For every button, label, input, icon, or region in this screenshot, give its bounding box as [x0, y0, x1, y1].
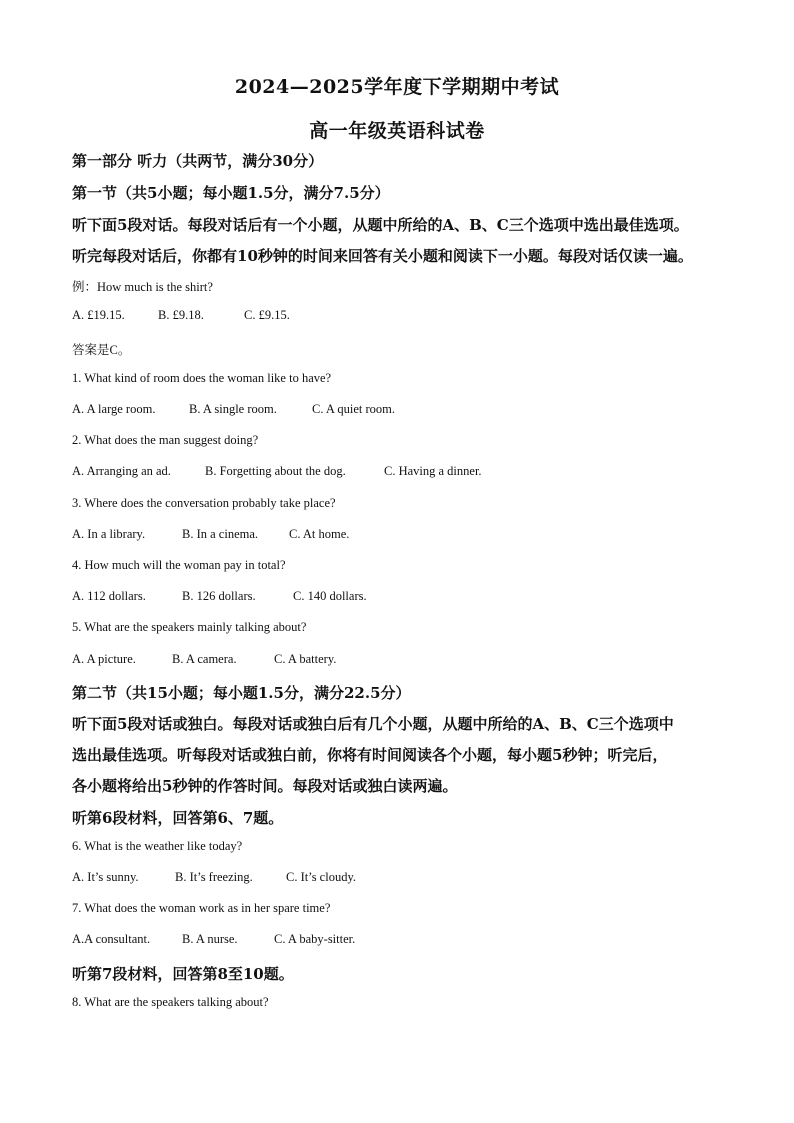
- section-heading-1: 第一节（共5小题；每小题1.5分，满分7.5分）: [72, 184, 390, 202]
- option-a: A. A large room.: [72, 402, 156, 416]
- section-heading-2: 第二节（共15小题；每小题1.5分，满分22.5分）: [72, 684, 411, 702]
- option-b: B. A single room.: [189, 402, 277, 416]
- option-a: A. 112 dollars.: [72, 589, 146, 603]
- question-3: 3. Where does the conversation probably take place?: [72, 496, 336, 510]
- option-a: A. Arranging an ad.: [72, 464, 171, 478]
- option-c: C. A battery.: [274, 652, 337, 666]
- question-2-options: [72, 464, 482, 479]
- option-b: B. 126 dollars.: [182, 589, 256, 603]
- example-question: 例：How much is the shirt?: [72, 280, 213, 294]
- example-options: [72, 308, 290, 323]
- question-5-options: [72, 652, 336, 667]
- material-6-heading: 听第6段材料，回答第6、7题。: [72, 809, 284, 827]
- example-answer: 答案是C。: [72, 343, 131, 357]
- material-7-heading: 听第7段材料，回答第8至10题。: [72, 965, 294, 983]
- exam-title: 2024—2025学年度下学期期中考试: [234, 76, 560, 98]
- question-1-options: [72, 402, 395, 417]
- option-c: C. A quiet room.: [312, 402, 395, 416]
- option-b: B. It’s freezing.: [175, 870, 253, 884]
- option-b: B. £9.18.: [158, 308, 204, 322]
- question-2: 2. What does the man suggest doing?: [72, 433, 259, 447]
- option-b: B. A camera.: [172, 652, 237, 666]
- question-7-options: [72, 932, 355, 947]
- exam-subtitle: 高一年级英语科试卷: [309, 120, 485, 142]
- option-c: C. £9.15.: [244, 308, 290, 322]
- option-a: A.A consultant.: [72, 932, 151, 946]
- option-a: A. In a library.: [72, 527, 146, 541]
- question-4-options: [72, 589, 367, 604]
- part-heading: 第一部分 听力（共两节，满分30分）: [72, 152, 324, 170]
- instructions-2-line-2: 选出最佳选项。听每段对话或独白前，你将有时间阅读各个小题，每小题5秒钟；听完后，: [72, 746, 668, 764]
- question-1: 1. What kind of room does the woman like to have?: [72, 371, 332, 385]
- question-4: 4. How much will the woman pay in total?: [72, 558, 286, 572]
- option-a: A. A picture.: [72, 652, 136, 666]
- question-6-options: [72, 870, 356, 885]
- option-b: B. A nurse.: [182, 932, 238, 946]
- option-b: B. In a cinema.: [182, 527, 259, 541]
- instructions-2-line-3: 各小题将给出5秒钟的作答时间。每段对话或独白读两遍。: [72, 777, 458, 795]
- option-c: C. At home.: [289, 527, 350, 541]
- option-c: C. Having a dinner.: [384, 464, 482, 478]
- option-c: C. A baby-sitter.: [274, 932, 356, 946]
- option-b: B. Forgetting about the dog.: [205, 464, 346, 478]
- option-a: A. It’s sunny.: [72, 870, 139, 884]
- instructions-1-line-1: 听下面5段对话。每段对话后有一个小题，从题中所给的A、B、C三个选项中选出最佳选项。: [72, 216, 689, 234]
- question-5: 5. What are the speakers mainly talking about?: [72, 620, 307, 634]
- option-a: A. £19.15.: [72, 308, 125, 322]
- instructions-1-line-2: 听完每段对话后，你都有10秒钟的时间来回答有关小题和阅读下一小题。每段对话仅读一遍。: [72, 247, 693, 265]
- question-3-options: [72, 527, 349, 542]
- option-c: C. 140 dollars.: [293, 589, 367, 603]
- option-c: C. It’s cloudy.: [286, 870, 357, 884]
- instructions-2-line-1: 听下面5段对话或独白。每段对话或独白后有几个小题，从题中所给的A、B、C三个选项中: [72, 715, 674, 733]
- question-6: 6. What is the weather like today?: [72, 839, 243, 853]
- question-8: 8. What are the speakers talking about?: [72, 995, 269, 1009]
- question-7: 7. What does the woman work as in her spare time?: [72, 901, 331, 915]
